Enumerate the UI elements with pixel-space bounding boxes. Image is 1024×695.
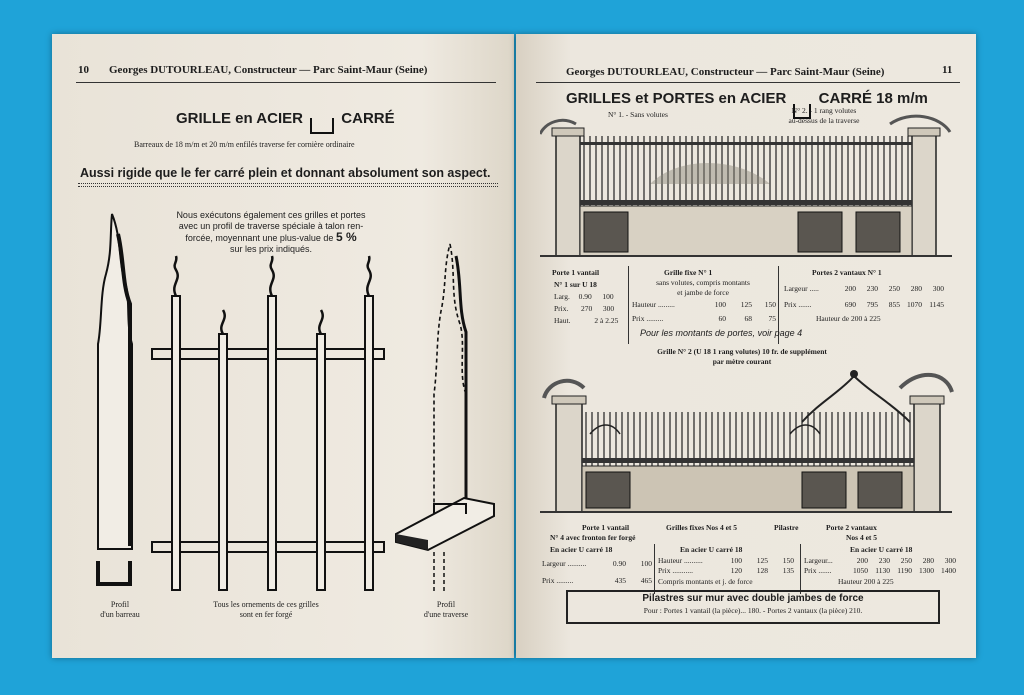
grille1-row: Prix ......... 60 68 75 (632, 314, 776, 323)
title-prefix: GRILLE en ACIER (176, 110, 303, 127)
table2-divider (800, 544, 801, 594)
t2-acier-grilles: En acier U carré 18 (680, 545, 743, 554)
note-line: avec un profil de traverse spéciale à talon ren- (178, 221, 364, 231)
montants-note: Pour les montants de portes, voir page 4 (640, 328, 803, 338)
caption-traverse (408, 600, 484, 620)
porte1-row: Prix. 270 300 (554, 304, 615, 313)
note-value: 5 % (335, 230, 357, 244)
t2-porte-row: Largeur .......... 0.90 100 (542, 559, 652, 568)
value-cell: 200 (844, 284, 856, 293)
value-cell: 855 (888, 300, 900, 309)
value-cell: 1145 (929, 300, 944, 309)
value-cell: 690 (844, 300, 856, 309)
value-cell: 1070 (907, 300, 922, 309)
t2-subheader-portes2: Nos 4 et 5 (846, 533, 878, 542)
header-rule (536, 82, 960, 83)
caption-line: sont en fer forgé (239, 610, 293, 619)
porte1-sub: N° 1 sur U 18 (554, 280, 597, 289)
pilastres-line: Pour : Portes 1 vantail (la pièce)... 180. - Portes 2 vantaux (la pièce) 210. (643, 606, 863, 615)
note-line: par mètre courant (712, 356, 772, 366)
portes2-title: Portes 2 vantaux N° 1 (812, 268, 882, 277)
t2-header-portes2: Porte 2 vantaux (826, 523, 877, 532)
pilastres-title: Pilastres sur mur avec double jambes de force (642, 593, 864, 604)
t2-acier-portes2: En acier U carré 18 (850, 545, 913, 554)
table2-divider (654, 544, 655, 594)
gate-drawing-2 (540, 362, 960, 522)
note-line: sur les prix indiqués. (229, 244, 313, 254)
caption-line: Profil (436, 600, 456, 609)
grille1-sub (632, 278, 774, 297)
note-line: Nous exécutons également ces grilles et portes (176, 210, 366, 220)
value-cell: 1400 (941, 566, 956, 575)
t2-subheader-porte: N° 4 avec fronton fer forgé (550, 533, 636, 542)
t2-portes2-row: Largeur... 200 230 250 280 300 (804, 556, 956, 565)
value-cell: 1050 (853, 566, 868, 575)
grille1-title: Grille fixe N° 1 (664, 268, 713, 277)
pilastres-box (566, 590, 940, 624)
t2-porte-row: Prix ......... 435 465 (542, 576, 652, 585)
running-header-left: Georges DUTOURLEAU, Constructeur — Parc Saint-Maur (Seine) (109, 64, 428, 76)
t2-header-porte: Porte 1 vantail (582, 523, 630, 532)
value-cell: 230 (866, 284, 878, 293)
gate-drawing-1 (540, 114, 960, 264)
page-number-right: 11 (942, 64, 953, 76)
t2-header-pilastre: Pilastre (774, 523, 799, 532)
caption-ornements (182, 600, 350, 620)
grille-drawing (52, 34, 514, 658)
portes2-row: Largeur ..... 200 230 250 280 300 (784, 284, 944, 293)
label-line: au-dessus de la traverse (788, 115, 860, 125)
value-cell: 280 (910, 284, 922, 293)
right-page (516, 34, 976, 658)
value-cell: 250 (888, 284, 900, 293)
value-cell: 1130 (875, 566, 890, 575)
value-cell: 230 (878, 556, 890, 565)
t2-acier-porte: En acier U carré 18 (550, 545, 613, 554)
value-cell: 280 (922, 556, 934, 565)
caption-line: Profil (110, 600, 130, 609)
value-cell: 1190 (897, 566, 912, 575)
caption-barreau (92, 600, 148, 620)
left-subtitle: Barreaux de 18 m/m et 20 m/m enfilés traverse fer cornière ordinaire (134, 140, 355, 149)
value-cell: 795 (866, 300, 878, 309)
t2-grilles-note: Compris montants et j. de force (658, 577, 753, 586)
left-page (52, 34, 514, 658)
portes2-height: Hauteur de 200 à 225 (816, 314, 881, 323)
running-header-right: Georges DUTOURLEAU, Constructeur — Parc Saint-Maur (Seine) (566, 66, 885, 78)
title-suffix: CARRÉ 18 m/m (818, 90, 928, 107)
t2-portes2-height: Hauteur 200 à 225 (838, 577, 894, 586)
value-cell: 200 (856, 556, 868, 565)
value-cell: 300 (932, 284, 944, 293)
note-line: forcée, moyennant une plus-value de 5 % (185, 230, 357, 244)
page-number-left: 10 (78, 64, 89, 76)
porte1-row: Larg. 0.90 100 (554, 292, 614, 301)
value-cell: 1300 (919, 566, 934, 575)
title-suffix: CARRÉ (341, 110, 395, 127)
t2-grilles-row: Hauteur .......... 100 125 150 (658, 556, 794, 565)
porte1-row: Haut. 2 à 2.25 (554, 316, 619, 325)
sub-line: et jambe de force (677, 287, 729, 297)
t2-portes2-row: Prix ....... 1050 1130 1190 1300 1400 (804, 566, 956, 575)
caption-line: d'une traverse (423, 610, 469, 619)
t2-grilles-row: Prix ........... 120 128 135 (658, 566, 794, 575)
portes2-row: Prix ....... 690 795 855 1070 1145 (784, 300, 944, 309)
title-prefix: GRILLES et PORTES en ACIER (566, 90, 787, 107)
table1-divider (628, 266, 629, 344)
value-cell: 250 (900, 556, 912, 565)
t2-header-grilles: Grilles fixes Nos 4 et 5 (666, 523, 738, 532)
label-line: N° 2. - 1 rang volutes (791, 106, 857, 115)
grille1-row: Hauteur ......... 100 125 150 (632, 300, 776, 309)
tagline: Aussi rigide que le fer carré plein et donnant absolument son aspect. (80, 166, 491, 180)
note-line: Grille N° 2 (U 18 1 rang volutes) 10 fr. de supplément (657, 347, 827, 356)
caption-line: d'un barreau (100, 610, 140, 619)
drawing1-label-left: N° 1. - Sans volutes (608, 110, 668, 119)
porte1-title: Porte 1 vantail (552, 268, 600, 277)
value-cell: 300 (944, 556, 956, 565)
caption-line: Tous les ornements de ces grilles (213, 600, 319, 609)
sub-line: sans volutes, compris montants (656, 278, 750, 287)
